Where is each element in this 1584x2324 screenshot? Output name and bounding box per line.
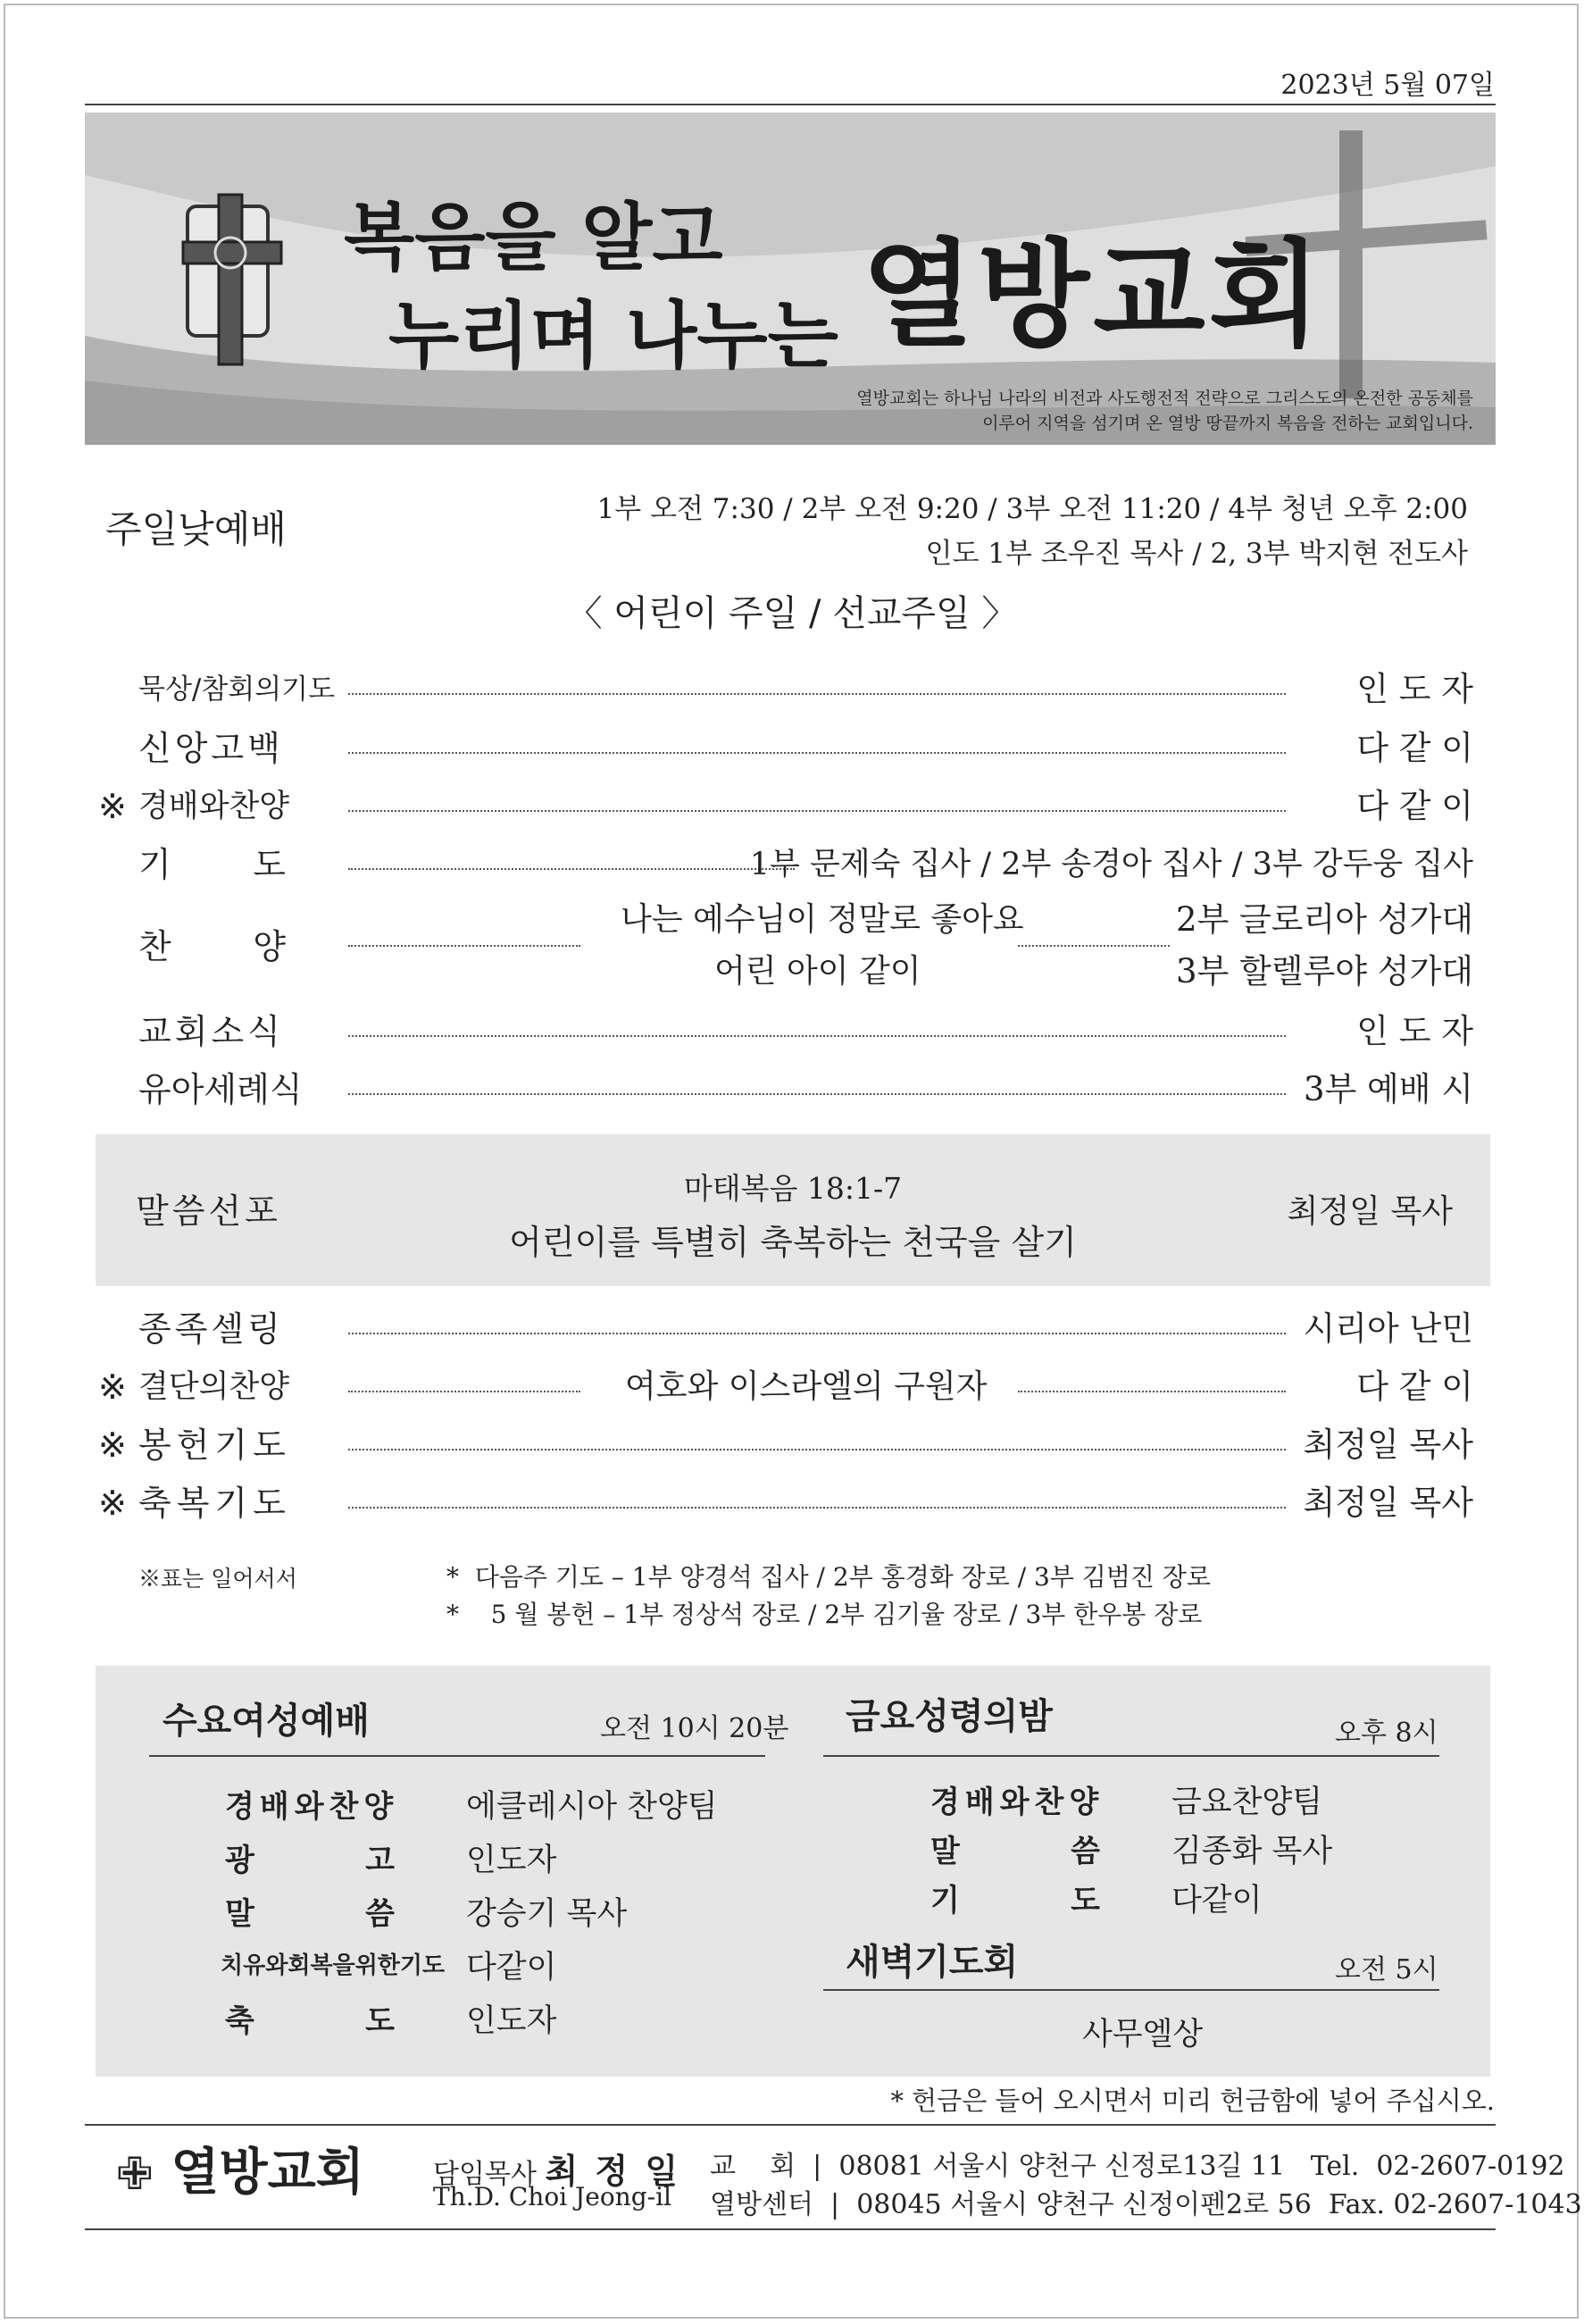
next-offering-text: 5 월 봉헌 – 1부 정상석 장로 / 2부 김기율 장로 / 3부 한우봉 장로: [490, 1600, 1203, 1629]
next-prayer-text: 다음주 기도 – 1부 양경석 집사 / 2부 홍경화 장로 / 3부 김범진 장로: [474, 1562, 1211, 1592]
address-label: 열방센터: [710, 2189, 813, 2220]
dawn-rule: [823, 1989, 1439, 1991]
order-label: 봉헌기도: [138, 1425, 291, 1465]
order-label: 교회소식: [138, 1012, 284, 1051]
order-value: 다 같 이: [1356, 729, 1473, 767]
wednesday-title: 수요여성예배: [163, 1701, 370, 1742]
banner-church-name: 열방교회: [862, 227, 1325, 363]
sermon-label: 말씀선포: [136, 1191, 281, 1231]
pastor-en: Th.D. Choi Jeong-il: [433, 2182, 672, 2211]
bullet-icon: *: [446, 1562, 475, 1592]
slogan-bottom: 누리며 나누는: [388, 294, 838, 379]
leader-dots: [348, 868, 795, 870]
pastor-label: 담임목사: [433, 2159, 537, 2190]
next-prayer-note: [446, 1559, 1211, 1596]
wednesday-time: 오전 10시 20분: [600, 1713, 789, 1744]
worship-schedule: 1부 오전 7:30 / 2부 오전 9:20 / 3부 오전 11:20 / 4부 청년 오후 2:00: [596, 493, 1468, 525]
order-label: 찬 양: [138, 927, 286, 966]
standing-mark: ※: [98, 1367, 127, 1407]
address-label: 교 회: [710, 2151, 796, 2182]
dawn-time: 오전 5시: [1335, 1954, 1438, 1985]
praise-choir-2: 3부 할렐루야 성가대: [1176, 952, 1473, 991]
header-rule: [85, 104, 1496, 105]
order-row: [98, 1063, 1473, 1116]
friday-title: 금요성령의밤: [846, 1696, 1053, 1737]
wed-label: 광 고: [225, 1843, 395, 1878]
wed-value: 에클레시아 찬양팀: [466, 1789, 718, 1825]
order-row: [98, 1005, 1473, 1058]
footer-top-rule: [85, 2124, 1496, 2126]
leader-dots: [1018, 1391, 1286, 1392]
order-label: 결단의찬양: [138, 1369, 290, 1405]
order-label: 유아세례식: [138, 1070, 303, 1109]
order-value: 인 도 자: [1356, 1012, 1473, 1050]
standing-note: ※표는 일어서서: [138, 1566, 297, 1592]
order-label: 신앙고백: [138, 729, 284, 768]
wed-value: 인도자: [466, 1843, 557, 1878]
fri-label: 기 도: [930, 1883, 1100, 1919]
order-label: 축복기도: [138, 1484, 291, 1523]
praise-choir-1: 2부 글로리아 성가대: [1176, 900, 1473, 939]
sermon-title: 어린이를 특별히 축복하는 천국을 살기: [509, 1223, 1077, 1262]
order-row: [98, 1476, 1473, 1530]
order-value: 인 도 자: [1356, 670, 1473, 708]
dawn-leader: 사무엘상: [1082, 2017, 1204, 2052]
order-value: 1부 문제숙 집사 / 2부 송경아 집사 / 3부 강두웅 집사: [749, 847, 1473, 882]
banner: [85, 113, 1496, 445]
fri-value: 금요찬양팀: [1171, 1785, 1323, 1820]
wed-label: 경배와찬양: [225, 1789, 399, 1825]
praise-song-2: 어린 아이 같이: [714, 953, 921, 990]
wed-value: 인도자: [466, 2003, 557, 2039]
leader-dots: [348, 693, 1286, 695]
wed-value: 다같이: [466, 1950, 557, 1985]
tagline-line-2: 이루어 지역을 섬기며 온 열방 땅끝까지 복음을 전하는 교회입니다.: [982, 414, 1473, 433]
sermon-box: [96, 1134, 1490, 1286]
friday-time: 오후 8시: [1335, 1718, 1438, 1749]
address-center: 열방센터 | 08045 서울시 양천구 신정이펜2로 56 Fax. 02-2607-1043: [710, 2189, 1582, 2220]
response-song: 여호와 이스라엘의 구원자: [625, 1368, 988, 1405]
leader-dots: [348, 1391, 580, 1392]
next-offering-note: [446, 1596, 1202, 1634]
order-row: [98, 1302, 1473, 1356]
address-text: 08081 서울시 양천구 신정로13길 11 Tel. 02-2607-0192: [838, 2151, 1565, 2182]
leader-dots: [348, 1507, 1286, 1509]
order-label: 묵상/참회의기도: [138, 673, 336, 706]
fri-label: 경배와찬양: [930, 1785, 1105, 1820]
order-row: [98, 780, 1473, 833]
address-text: 08045 서울시 양천구 신정이펜2로 56 Fax. 02-2607-1043: [856, 2189, 1582, 2220]
order-row: [98, 1418, 1473, 1472]
order-value: 다 같 이: [1356, 1367, 1473, 1406]
weekday-services-box: [96, 1666, 1490, 2077]
order-value: 3부 예배 시: [1303, 1070, 1473, 1108]
order-label: 종족셀링: [138, 1309, 284, 1349]
leader-dots: [348, 1449, 1286, 1450]
leader-dots: [348, 810, 1286, 812]
footer-logo: [116, 2133, 364, 2204]
footer-logo-text: 열방교회: [171, 2144, 364, 2202]
worship-title: 주일낮예배: [105, 507, 287, 551]
standing-mark: ※: [98, 1425, 127, 1465]
leader-dots: [348, 1035, 1286, 1037]
fri-value: 다같이: [1171, 1883, 1263, 1919]
leader-dots: [348, 945, 580, 947]
fri-label: 말 씀: [930, 1834, 1100, 1869]
fri-value: 김종화 목사: [1171, 1834, 1333, 1869]
wednesday-rule: [149, 1755, 765, 1757]
pastor-name: 최 정 일: [545, 2151, 681, 2191]
order-row: [98, 722, 1473, 775]
order-value: 최정일 목사: [1303, 1484, 1473, 1522]
leader-dots: [1018, 945, 1170, 947]
slogan-top: 복음을 알고: [344, 196, 723, 280]
wed-label: 치유와회복을위한기도: [221, 1952, 446, 1979]
bullet-icon: *: [446, 1600, 491, 1629]
sermon-scripture: 마태복음 18:1-7: [683, 1171, 903, 1206]
standing-mark: ※: [98, 1484, 127, 1523]
church-logo-icon: ✙: [116, 2148, 154, 2200]
order-label: 경배와찬양: [138, 789, 290, 824]
leader-dots: [348, 1333, 1286, 1334]
order-row-praise: [98, 893, 1473, 1000]
bulletin-date: 2023년 5월 07일: [1280, 70, 1495, 101]
sermon-preacher: 최정일 목사: [1287, 1193, 1453, 1230]
footer-bottom-rule: [85, 2228, 1496, 2230]
offering-note: * 헌금은 들어 오시면서 미리 헌금함에 넣어 주십시오.: [890, 2086, 1495, 2116]
standing-mark: ※: [98, 787, 127, 826]
order-row: [98, 663, 1473, 716]
order-row: [98, 838, 1473, 891]
leader-dots: [348, 1093, 1286, 1095]
praise-song-1: 나는 예수님이 정말로 좋아요: [621, 901, 1024, 938]
worship-leaders: 인도 1부 조우진 목사 / 2, 3부 박지현 전도사: [925, 538, 1468, 570]
order-value: 다 같 이: [1356, 787, 1473, 825]
worship-theme: 〈 어린이 주일 / 선교주일 〉: [566, 593, 1018, 634]
friday-rule: [823, 1755, 1439, 1757]
order-label: 기 도: [138, 845, 286, 884]
order-row: [98, 1360, 1473, 1414]
wed-label: 말 씀: [225, 1896, 395, 1932]
dawn-title: 새벽기도회: [846, 1942, 1019, 1983]
leader-dots: [348, 752, 1286, 754]
order-value: 최정일 목사: [1303, 1425, 1473, 1464]
wed-value: 강승기 목사: [466, 1896, 628, 1932]
order-value: 시리아 난민: [1303, 1309, 1473, 1348]
wed-label: 축 도: [225, 2003, 395, 2039]
tagline-line-1: 열방교회는 하나님 나라의 비전과 사도행전적 전략으로 그리스도의 온전한 공동체를: [856, 389, 1473, 408]
address-church: 교 회 | 08081 서울시 양천구 신정로13길 11 Tel. 02-2607-0192: [710, 2151, 1565, 2182]
